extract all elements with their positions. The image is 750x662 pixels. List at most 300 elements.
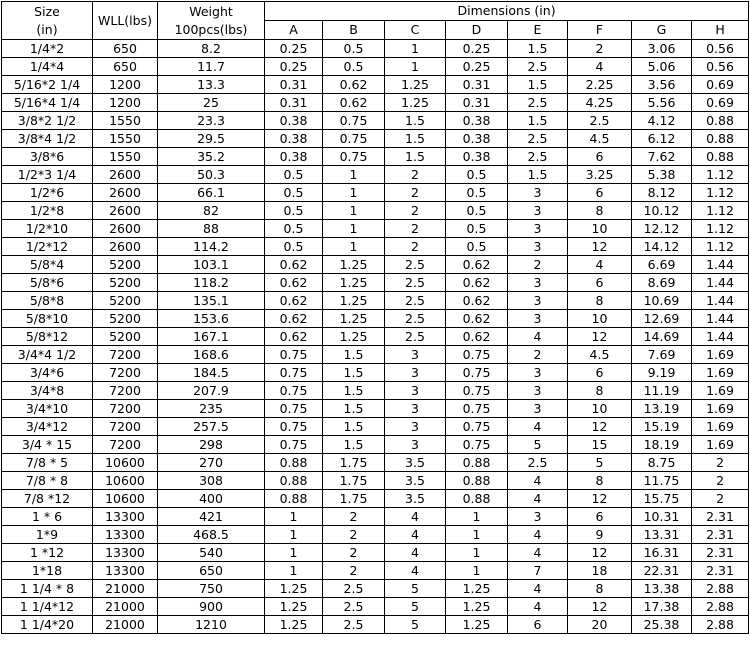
cell-weight: 900 [158, 598, 265, 616]
cell-dim-h: 1.44 [692, 292, 749, 310]
cell-wll: 1200 [93, 94, 158, 112]
cell-dim-g: 12.12 [632, 220, 692, 238]
cell-dim-a: 0.62 [265, 256, 323, 274]
cell-dim-g: 11.19 [632, 382, 692, 400]
cell-dim-c: 3 [385, 346, 446, 364]
cell-size: 7/8 * 8 [2, 472, 93, 490]
cell-size: 3/4*12 [2, 418, 93, 436]
table-row [2, 382, 749, 400]
cell-size: 3/8*2 1/2 [2, 112, 93, 130]
table-row [2, 436, 749, 454]
cell-weight: 25 [158, 94, 265, 112]
cell-wll: 2600 [93, 202, 158, 220]
cell-dim-c: 3 [385, 418, 446, 436]
cell-weight: 298 [158, 436, 265, 454]
cell-dim-a: 0.31 [265, 76, 323, 94]
cell-dim-a: 0.75 [265, 400, 323, 418]
header-dim-c: C [385, 21, 446, 40]
cell-size: 1*9 [2, 526, 93, 544]
cell-dim-d: 0.62 [446, 256, 508, 274]
cell-dim-c: 1 [385, 58, 446, 76]
cell-weight: 135.1 [158, 292, 265, 310]
header-size: Size (in) [2, 2, 93, 40]
cell-dim-e: 3 [508, 382, 568, 400]
cell-dim-b: 1.25 [323, 328, 385, 346]
cell-dim-d: 0.31 [446, 76, 508, 94]
cell-dim-d: 0.88 [446, 472, 508, 490]
cell-dim-e: 6 [508, 616, 568, 634]
cell-dim-e: 3 [508, 238, 568, 256]
table-row [2, 130, 749, 148]
cell-size: 1 1/4*12 [2, 598, 93, 616]
cell-dim-f: 12 [568, 238, 632, 256]
cell-dim-h: 1.12 [692, 238, 749, 256]
cell-dim-d: 1 [446, 508, 508, 526]
cell-dim-f: 4 [568, 256, 632, 274]
table-row [2, 166, 749, 184]
cell-dim-a: 0.5 [265, 166, 323, 184]
cell-dim-c: 4 [385, 508, 446, 526]
header-wll: WLL(lbs) [93, 2, 158, 40]
cell-dim-f: 4.5 [568, 346, 632, 364]
cell-weight: 257.5 [158, 418, 265, 436]
cell-dim-b: 0.75 [323, 148, 385, 166]
cell-dim-b: 1.5 [323, 418, 385, 436]
cell-wll: 7200 [93, 382, 158, 400]
table-row [2, 256, 749, 274]
cell-dim-g: 10.69 [632, 292, 692, 310]
cell-weight: 82 [158, 202, 265, 220]
cell-dim-d: 0.88 [446, 490, 508, 508]
cell-dim-b: 1 [323, 238, 385, 256]
cell-dim-f: 12 [568, 328, 632, 346]
cell-dim-c: 3 [385, 436, 446, 454]
cell-dim-a: 1 [265, 526, 323, 544]
cell-dim-h: 2.31 [692, 562, 749, 580]
cell-size: 1 1/4*20 [2, 616, 93, 634]
cell-dim-g: 13.19 [632, 400, 692, 418]
cell-dim-a: 0.62 [265, 292, 323, 310]
cell-dim-e: 2.5 [508, 148, 568, 166]
cell-dim-f: 4.5 [568, 130, 632, 148]
cell-wll: 650 [93, 58, 158, 76]
cell-wll: 13300 [93, 544, 158, 562]
cell-weight: 235 [158, 400, 265, 418]
cell-dim-f: 8 [568, 202, 632, 220]
cell-dim-e: 3 [508, 292, 568, 310]
cell-dim-d: 0.75 [446, 418, 508, 436]
cell-weight: 66.1 [158, 184, 265, 202]
cell-dim-g: 16.31 [632, 544, 692, 562]
cell-dim-e: 4 [508, 580, 568, 598]
cell-dim-g: 4.12 [632, 112, 692, 130]
cell-size: 5/8*6 [2, 274, 93, 292]
cell-dim-c: 2.5 [385, 310, 446, 328]
cell-dim-g: 9.19 [632, 364, 692, 382]
cell-dim-c: 1.25 [385, 76, 446, 94]
cell-dim-d: 0.62 [446, 328, 508, 346]
cell-dim-a: 0.75 [265, 382, 323, 400]
cell-dim-b: 1 [323, 220, 385, 238]
cell-dim-h: 0.88 [692, 112, 749, 130]
cell-dim-d: 1 [446, 562, 508, 580]
cell-dim-c: 1.25 [385, 94, 446, 112]
cell-dim-e: 3 [508, 508, 568, 526]
table-row [2, 418, 749, 436]
table-header [2, 2, 749, 40]
cell-wll: 21000 [93, 616, 158, 634]
cell-dim-c: 2 [385, 202, 446, 220]
cell-size: 1/2*8 [2, 202, 93, 220]
cell-size: 1/2*12 [2, 238, 93, 256]
cell-dim-f: 18 [568, 562, 632, 580]
cell-dim-b: 1.25 [323, 274, 385, 292]
cell-dim-b: 1.75 [323, 472, 385, 490]
cell-wll: 10600 [93, 472, 158, 490]
cell-dim-a: 1 [265, 544, 323, 562]
cell-size: 3/8*6 [2, 148, 93, 166]
cell-wll: 7200 [93, 400, 158, 418]
cell-dim-e: 3 [508, 220, 568, 238]
cell-size: 5/16*2 1/4 [2, 76, 93, 94]
cell-size: 3/4*6 [2, 364, 93, 382]
cell-dim-b: 1.25 [323, 292, 385, 310]
cell-weight: 468.5 [158, 526, 265, 544]
cell-dim-d: 0.75 [446, 364, 508, 382]
table-row [2, 220, 749, 238]
cell-dim-f: 2.5 [568, 112, 632, 130]
cell-dim-c: 3.5 [385, 490, 446, 508]
cell-dim-a: 0.88 [265, 454, 323, 472]
cell-dim-g: 17.38 [632, 598, 692, 616]
cell-dim-e: 1.5 [508, 76, 568, 94]
specifications-table [1, 1, 749, 634]
cell-dim-g: 22.31 [632, 562, 692, 580]
cell-wll: 7200 [93, 436, 158, 454]
cell-dim-c: 4 [385, 526, 446, 544]
cell-wll: 1200 [93, 76, 158, 94]
cell-dim-d: 1.25 [446, 616, 508, 634]
cell-weight: 8.2 [158, 40, 265, 58]
table-row [2, 274, 749, 292]
cell-weight: 88 [158, 220, 265, 238]
cell-wll: 5200 [93, 328, 158, 346]
table-row [2, 58, 749, 76]
cell-dim-d: 0.31 [446, 94, 508, 112]
cell-dim-g: 15.75 [632, 490, 692, 508]
cell-dim-h: 2.88 [692, 616, 749, 634]
cell-dim-g: 13.38 [632, 580, 692, 598]
cell-dim-h: 2 [692, 472, 749, 490]
cell-dim-a: 0.5 [265, 238, 323, 256]
cell-weight: 13.3 [158, 76, 265, 94]
cell-size: 3/4*8 [2, 382, 93, 400]
cell-dim-a: 0.25 [265, 58, 323, 76]
table-row [2, 40, 749, 58]
cell-size: 3/8*4 1/2 [2, 130, 93, 148]
table-row [2, 364, 749, 382]
cell-dim-f: 3.25 [568, 166, 632, 184]
cell-dim-e: 1.5 [508, 112, 568, 130]
cell-dim-h: 1.12 [692, 166, 749, 184]
cell-dim-h: 1.69 [692, 418, 749, 436]
cell-dim-a: 0.5 [265, 184, 323, 202]
cell-dim-b: 1.25 [323, 256, 385, 274]
cell-dim-d: 0.75 [446, 346, 508, 364]
cell-weight: 114.2 [158, 238, 265, 256]
cell-size: 1/4*2 [2, 40, 93, 58]
cell-dim-a: 0.5 [265, 220, 323, 238]
cell-dim-g: 10.12 [632, 202, 692, 220]
cell-dim-g: 12.69 [632, 310, 692, 328]
cell-dim-d: 0.75 [446, 382, 508, 400]
cell-size: 5/8*10 [2, 310, 93, 328]
cell-size: 7/8 *12 [2, 490, 93, 508]
cell-dim-d: 0.62 [446, 292, 508, 310]
cell-dim-b: 2.5 [323, 580, 385, 598]
cell-dim-b: 0.62 [323, 94, 385, 112]
cell-wll: 1550 [93, 112, 158, 130]
cell-dim-b: 2.5 [323, 598, 385, 616]
cell-dim-e: 2.5 [508, 454, 568, 472]
header-dim-g: G [632, 21, 692, 40]
cell-dim-f: 4 [568, 58, 632, 76]
cell-dim-d: 1 [446, 544, 508, 562]
cell-wll: 5200 [93, 310, 158, 328]
cell-dim-b: 1.5 [323, 436, 385, 454]
cell-size: 3/4*10 [2, 400, 93, 418]
cell-size: 5/8*4 [2, 256, 93, 274]
cell-weight: 29.5 [158, 130, 265, 148]
cell-dim-e: 3 [508, 274, 568, 292]
cell-dim-d: 1.25 [446, 580, 508, 598]
cell-dim-c: 2.5 [385, 256, 446, 274]
cell-dim-f: 8 [568, 292, 632, 310]
cell-dim-e: 1.5 [508, 166, 568, 184]
cell-dim-e: 4 [508, 598, 568, 616]
cell-dim-c: 1.5 [385, 148, 446, 166]
cell-wll: 2600 [93, 220, 158, 238]
cell-weight: 540 [158, 544, 265, 562]
cell-dim-c: 2 [385, 220, 446, 238]
cell-size: 5/16*4 1/4 [2, 94, 93, 112]
cell-dim-e: 4 [508, 328, 568, 346]
cell-dim-b: 1.75 [323, 454, 385, 472]
cell-dim-g: 13.31 [632, 526, 692, 544]
cell-dim-h: 1.12 [692, 220, 749, 238]
cell-dim-f: 10 [568, 400, 632, 418]
table-row [2, 94, 749, 112]
header-dim-a: A [265, 21, 323, 40]
cell-dim-h: 1.44 [692, 256, 749, 274]
cell-weight: 421 [158, 508, 265, 526]
cell-dim-f: 15 [568, 436, 632, 454]
cell-dim-c: 3 [385, 364, 446, 382]
cell-dim-f: 10 [568, 220, 632, 238]
cell-dim-a: 0.75 [265, 364, 323, 382]
cell-weight: 23.3 [158, 112, 265, 130]
cell-size: 5/8*12 [2, 328, 93, 346]
cell-dim-c: 2 [385, 166, 446, 184]
cell-dim-h: 1.12 [692, 184, 749, 202]
table-row [2, 202, 749, 220]
table-row [2, 616, 749, 634]
cell-dim-b: 2 [323, 562, 385, 580]
cell-dim-e: 2.5 [508, 94, 568, 112]
cell-dim-c: 1.5 [385, 130, 446, 148]
cell-dim-h: 1.44 [692, 310, 749, 328]
table-row [2, 184, 749, 202]
cell-dim-c: 3 [385, 400, 446, 418]
cell-size: 1/4*4 [2, 58, 93, 76]
table-row [2, 328, 749, 346]
header-weight: Weight 100pcs(lbs) [158, 2, 265, 40]
cell-wll: 21000 [93, 598, 158, 616]
cell-dim-f: 6 [568, 148, 632, 166]
cell-dim-e: 4 [508, 526, 568, 544]
cell-dim-g: 18.19 [632, 436, 692, 454]
table-row [2, 238, 749, 256]
cell-weight: 207.9 [158, 382, 265, 400]
cell-wll: 1550 [93, 148, 158, 166]
cell-dim-a: 0.62 [265, 274, 323, 292]
cell-dim-h: 2.31 [692, 526, 749, 544]
cell-size: 3/4*4 1/2 [2, 346, 93, 364]
cell-dim-h: 2.88 [692, 598, 749, 616]
cell-dim-a: 0.25 [265, 40, 323, 58]
cell-dim-f: 6 [568, 184, 632, 202]
cell-wll: 13300 [93, 508, 158, 526]
table-body [2, 40, 749, 634]
cell-dim-b: 1 [323, 202, 385, 220]
cell-wll: 13300 [93, 562, 158, 580]
cell-dim-e: 3 [508, 400, 568, 418]
cell-dim-g: 10.31 [632, 508, 692, 526]
cell-dim-d: 0.38 [446, 130, 508, 148]
cell-dim-b: 0.75 [323, 130, 385, 148]
cell-dim-f: 6 [568, 364, 632, 382]
header-dim-h: H [692, 21, 749, 40]
cell-size: 1 1/4 * 8 [2, 580, 93, 598]
cell-dim-h: 1.69 [692, 346, 749, 364]
table-row [2, 544, 749, 562]
cell-weight: 153.6 [158, 310, 265, 328]
cell-dim-d: 0.5 [446, 202, 508, 220]
cell-dim-g: 6.12 [632, 130, 692, 148]
cell-dim-b: 1.5 [323, 346, 385, 364]
cell-dim-a: 0.88 [265, 472, 323, 490]
cell-dim-a: 0.38 [265, 112, 323, 130]
cell-dim-g: 3.56 [632, 76, 692, 94]
cell-dim-h: 0.88 [692, 130, 749, 148]
cell-size: 1*18 [2, 562, 93, 580]
cell-dim-c: 4 [385, 562, 446, 580]
cell-dim-c: 1.5 [385, 112, 446, 130]
cell-dim-c: 3.5 [385, 454, 446, 472]
cell-weight: 400 [158, 490, 265, 508]
cell-dim-b: 1 [323, 184, 385, 202]
cell-dim-h: 1.69 [692, 400, 749, 418]
table-row [2, 148, 749, 166]
cell-dim-d: 0.5 [446, 238, 508, 256]
cell-dim-h: 2.88 [692, 580, 749, 598]
cell-dim-c: 2 [385, 238, 446, 256]
cell-dim-f: 9 [568, 526, 632, 544]
cell-dim-h: 1.12 [692, 202, 749, 220]
table-row [2, 346, 749, 364]
cell-wll: 13300 [93, 526, 158, 544]
cell-dim-d: 0.25 [446, 40, 508, 58]
table-row [2, 580, 749, 598]
cell-dim-g: 7.62 [632, 148, 692, 166]
table-row [2, 490, 749, 508]
cell-dim-b: 2 [323, 508, 385, 526]
cell-dim-e: 1.5 [508, 40, 568, 58]
cell-dim-b: 0.75 [323, 112, 385, 130]
cell-weight: 167.1 [158, 328, 265, 346]
cell-dim-a: 0.75 [265, 346, 323, 364]
cell-dim-d: 0.38 [446, 148, 508, 166]
cell-dim-d: 0.5 [446, 220, 508, 238]
cell-dim-c: 5 [385, 616, 446, 634]
table-row [2, 454, 749, 472]
cell-dim-d: 1.25 [446, 598, 508, 616]
cell-dim-b: 1.75 [323, 490, 385, 508]
cell-size: 1 *12 [2, 544, 93, 562]
cell-weight: 50.3 [158, 166, 265, 184]
table-row [2, 310, 749, 328]
cell-size: 1/2*10 [2, 220, 93, 238]
table-row [2, 562, 749, 580]
cell-size: 1 * 6 [2, 508, 93, 526]
cell-dim-h: 0.56 [692, 58, 749, 76]
cell-dim-f: 8 [568, 580, 632, 598]
cell-weight: 11.7 [158, 58, 265, 76]
cell-dim-a: 0.5 [265, 202, 323, 220]
cell-weight: 750 [158, 580, 265, 598]
cell-dim-e: 3 [508, 184, 568, 202]
cell-wll: 7200 [93, 364, 158, 382]
cell-size: 7/8 * 5 [2, 454, 93, 472]
cell-dim-f: 4.25 [568, 94, 632, 112]
cell-dim-h: 0.56 [692, 40, 749, 58]
cell-dim-h: 1.69 [692, 364, 749, 382]
cell-dim-e: 4 [508, 490, 568, 508]
cell-size: 1/2*3 1/4 [2, 166, 93, 184]
cell-dim-e: 3 [508, 310, 568, 328]
table-row [2, 598, 749, 616]
cell-weight: 650 [158, 562, 265, 580]
cell-dim-h: 2.31 [692, 544, 749, 562]
cell-dim-g: 25.38 [632, 616, 692, 634]
cell-dim-a: 0.88 [265, 490, 323, 508]
cell-dim-b: 1.5 [323, 364, 385, 382]
cell-dim-b: 0.5 [323, 58, 385, 76]
cell-wll: 21000 [93, 580, 158, 598]
cell-dim-h: 2.31 [692, 508, 749, 526]
cell-dim-g: 7.69 [632, 346, 692, 364]
cell-dim-h: 1.69 [692, 436, 749, 454]
cell-dim-e: 2.5 [508, 130, 568, 148]
cell-dim-g: 15.19 [632, 418, 692, 436]
cell-dim-b: 1 [323, 166, 385, 184]
cell-dim-d: 0.62 [446, 274, 508, 292]
cell-dim-e: 3 [508, 202, 568, 220]
cell-dim-d: 0.88 [446, 454, 508, 472]
cell-dim-c: 5 [385, 598, 446, 616]
cell-dim-e: 7 [508, 562, 568, 580]
cell-dim-b: 0.62 [323, 76, 385, 94]
